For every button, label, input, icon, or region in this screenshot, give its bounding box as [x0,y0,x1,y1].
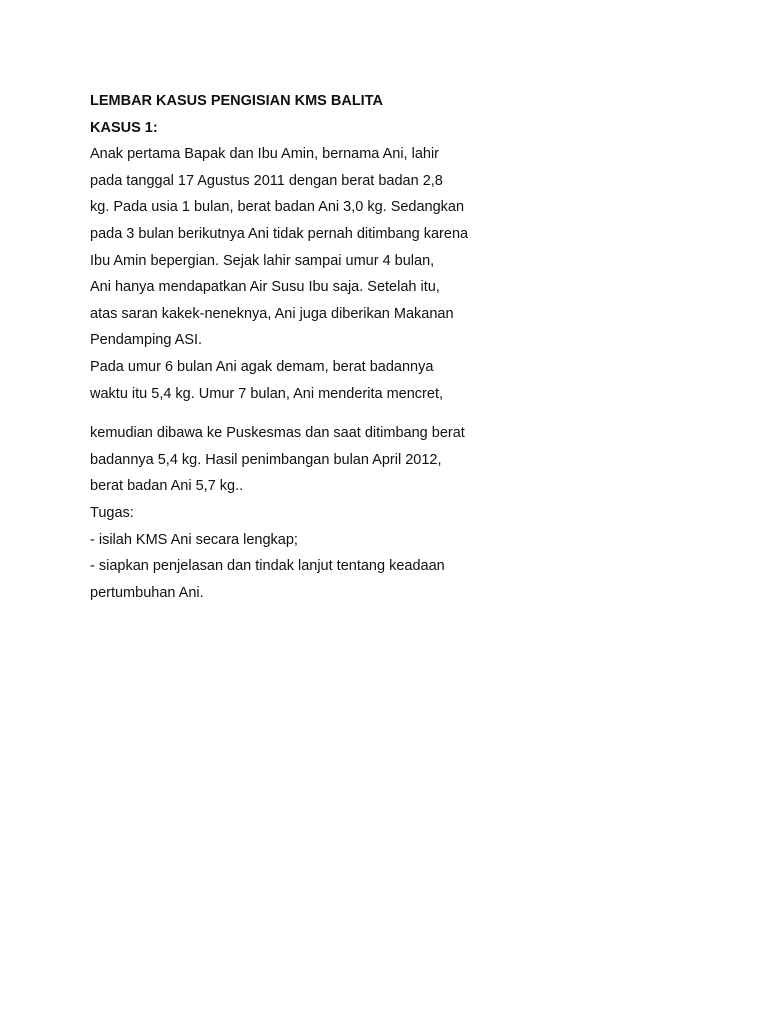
task-item: - isilah KMS Ani secara lengkap; [90,531,298,548]
paragraph-spacer [90,410,710,423]
task-label: Tugas: [90,504,134,521]
paragraph-line: Pendamping ASI. [90,332,203,349]
paragraph-line: pada tanggal 17 Agustus 2011 dengan berat badan 2,8 [90,172,443,189]
paragraph-line: Ani hanya mendapatkan Air Susu Ibu saja. Setelah itu, [90,279,440,296]
document-title: LEMBAR KASUS PENGISIAN KMS BALITA [90,93,383,109]
paragraph-line: kg. Pada usia 1 bulan, berat badan Ani 3,0 kg. Sedangkan [90,199,465,216]
task-item: - siapkan penjelasan dan tindak lanjut tentang keadaan [90,558,445,575]
paragraph-line: badannya 5,4 kg. Hasil penimbangan bulan April 2012, [90,451,442,468]
paragraph-line: berat badan Ani 5,7 kg.. [90,478,244,495]
paragraph-line: Anak pertama Bapak dan Ibu Amin, bernama Ani, lahir [90,146,440,163]
case-label: KASUS 1: [90,119,158,136]
paragraph-line: waktu itu 5,4 kg. Umur 7 bulan, Ani menderita mencret, [90,385,444,402]
task-item: pertumbuhan Ani. [90,584,204,601]
paragraph-line: Ibu Amin bepergian. Sejak lahir sampai umur 4 bulan, [90,252,435,269]
paragraph-line: Pada umur 6 bulan Ani agak demam, berat badannya [90,358,434,375]
paragraph-line: atas saran kakek-neneknya, Ani juga diberikan Makanan [90,305,454,322]
paragraph-line: kemudian dibawa ke Puskesmas dan saat ditimbang berat [90,425,465,442]
paragraph-line: pada 3 bulan berikutnya Ani tidak pernah ditimbang karena [90,225,469,242]
document-body [90,91,710,609]
